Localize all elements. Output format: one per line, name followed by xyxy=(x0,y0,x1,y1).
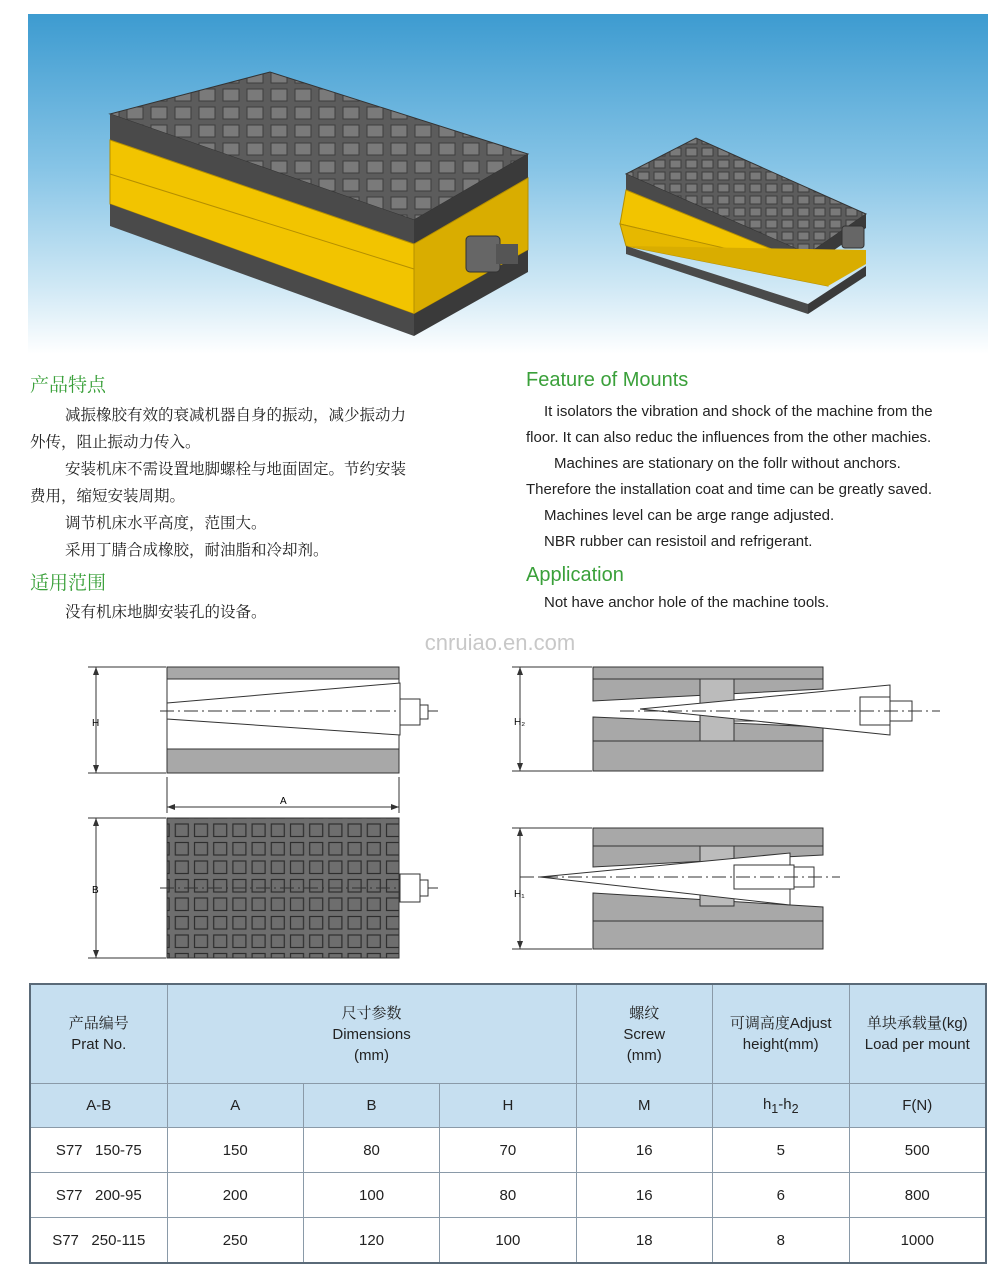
features-cn-line-2: 外传，阻止振动力传入。 xyxy=(30,433,201,451)
cell-model xyxy=(30,1173,167,1218)
sub-a: A xyxy=(167,1084,303,1128)
adjust-en: height(mm) xyxy=(742,1036,819,1053)
application-en-title: Application xyxy=(526,564,624,586)
sub-h1-index: 1 xyxy=(771,1101,779,1116)
cell-adjust: 8 xyxy=(712,1218,849,1264)
cell-a: 150 xyxy=(167,1128,303,1173)
features-cn-line-6: 采用丁腈合成橡胶，耐油脂和冷却剂。 xyxy=(65,541,329,559)
cell-b: 80 xyxy=(303,1128,439,1173)
small-mount xyxy=(620,138,866,314)
top-view-drawing xyxy=(88,818,440,958)
features-cn-line-1: 减振橡胶有效的衰减机器自身的振动，减少振动力 xyxy=(65,406,407,424)
table-row xyxy=(30,1128,986,1173)
table-row xyxy=(30,1173,986,1218)
features-cn-line-5: 调节机床水平高度，范围大。 xyxy=(65,514,267,532)
adjust-cn: 可调高度Adjust xyxy=(729,1015,832,1032)
watermark: cnruiao.en.com xyxy=(424,630,576,655)
label-b: B xyxy=(92,885,99,896)
side-view-drawing xyxy=(88,667,440,813)
cell-h: 100 xyxy=(440,1218,576,1264)
table-header-row xyxy=(30,984,986,1084)
dim-unit: (mm) xyxy=(354,1046,390,1064)
sub-b: B xyxy=(303,1084,439,1128)
sub-h: H xyxy=(440,1084,576,1128)
features-en-line-3: Machines are stationary on the follr without anchors. xyxy=(554,455,901,472)
model-size: 150-75 xyxy=(95,1141,142,1159)
features-cn-title: 产品特点 xyxy=(30,374,107,396)
col-dimensions xyxy=(167,984,576,1084)
prat-en: Prat No. xyxy=(71,1036,127,1053)
product-illustration xyxy=(28,14,988,354)
prat-cn: 产品编号 xyxy=(68,1015,129,1032)
technical-drawings xyxy=(0,655,1000,965)
cell-m: 16 xyxy=(576,1173,712,1218)
table-row xyxy=(30,1218,986,1264)
col-adjust xyxy=(712,984,849,1084)
adjusted-high-drawing xyxy=(512,667,940,771)
model-size: 250-115 xyxy=(91,1231,146,1249)
cell-h: 70 xyxy=(440,1128,576,1173)
col-load xyxy=(849,984,986,1084)
features-en-line-5: Machines level can be arge range adjusted. xyxy=(544,507,835,524)
screw-unit: (mm) xyxy=(626,1046,662,1064)
cell-b: 120 xyxy=(303,1218,439,1264)
product-photo xyxy=(28,14,988,354)
model-code: S77 xyxy=(55,1186,83,1204)
col-prat-no xyxy=(30,984,167,1084)
label-a: A xyxy=(280,796,287,807)
model-code: S77 xyxy=(52,1231,79,1249)
large-mount xyxy=(110,72,528,336)
application-cn-title: 适用范围 xyxy=(30,572,107,594)
label-h2: H₂ xyxy=(514,717,526,728)
sub-m: M xyxy=(576,1084,712,1128)
label-h: H xyxy=(92,718,100,729)
screw-cn: 螺纹 xyxy=(629,1004,660,1022)
cell-a: 200 xyxy=(167,1173,303,1218)
cell-m: 18 xyxy=(576,1218,712,1264)
features-en-line-1: It isolators the vibration and shock of the machine from the xyxy=(544,403,933,420)
cell-adjust: 6 xyxy=(712,1173,849,1218)
features-en-title: Feature of Mounts xyxy=(526,369,689,391)
dim-en: Dimensions xyxy=(332,1025,411,1043)
cell-load: 800 xyxy=(849,1173,986,1218)
application-cn-line-1: 没有机床地脚安装孔的设备。 xyxy=(65,603,267,621)
cell-model xyxy=(30,1128,167,1173)
spec-table xyxy=(29,983,987,1264)
col-screw xyxy=(576,984,712,1084)
load-cn: 单块承载量(kg) xyxy=(866,1015,968,1032)
model-size: 200-95 xyxy=(95,1186,142,1204)
sub-f: F(N) xyxy=(849,1084,986,1128)
screw-en: Screw xyxy=(623,1025,666,1043)
features-en-line-2: floor. It can also reduc the influences from the other machies. xyxy=(526,429,932,446)
label-h1: H₁ xyxy=(514,889,525,900)
cell-m: 16 xyxy=(576,1128,712,1173)
model-code: S77 xyxy=(55,1141,83,1159)
application-en-line-1: Not have anchor hole of the machine tools. xyxy=(544,594,830,611)
dim-cn: 尺寸参数 xyxy=(341,1004,402,1022)
cell-b: 100 xyxy=(303,1173,439,1218)
cell-load: 1000 xyxy=(849,1218,986,1264)
table-subheader-row xyxy=(30,1084,986,1128)
cell-model xyxy=(30,1218,167,1264)
cell-h: 80 xyxy=(440,1173,576,1218)
features-en-line-6: NBR rubber can resistoil and refrigerant. xyxy=(544,533,813,550)
sub-h2-index: 2 xyxy=(791,1101,799,1116)
sub-ab: A-B xyxy=(30,1084,167,1128)
features-cn-line-3: 安装机床不需设置地脚螺栓与地面固定。节约安装 xyxy=(65,460,407,478)
features-cn-line-4: 费用，缩短安装周期。 xyxy=(30,487,186,505)
load-en: Load per mount xyxy=(864,1036,970,1053)
sub-h1: h xyxy=(762,1095,772,1113)
cell-a: 250 xyxy=(167,1218,303,1264)
cell-adjust: 5 xyxy=(712,1128,849,1173)
cell-load: 500 xyxy=(849,1128,986,1173)
sub-h1-h2 xyxy=(712,1084,849,1128)
sub-dash-h: -h xyxy=(778,1095,792,1113)
adjusted-low-drawing xyxy=(512,828,840,949)
features-en-line-4: Therefore the installation coat and time can be greatly saved. xyxy=(526,481,933,498)
